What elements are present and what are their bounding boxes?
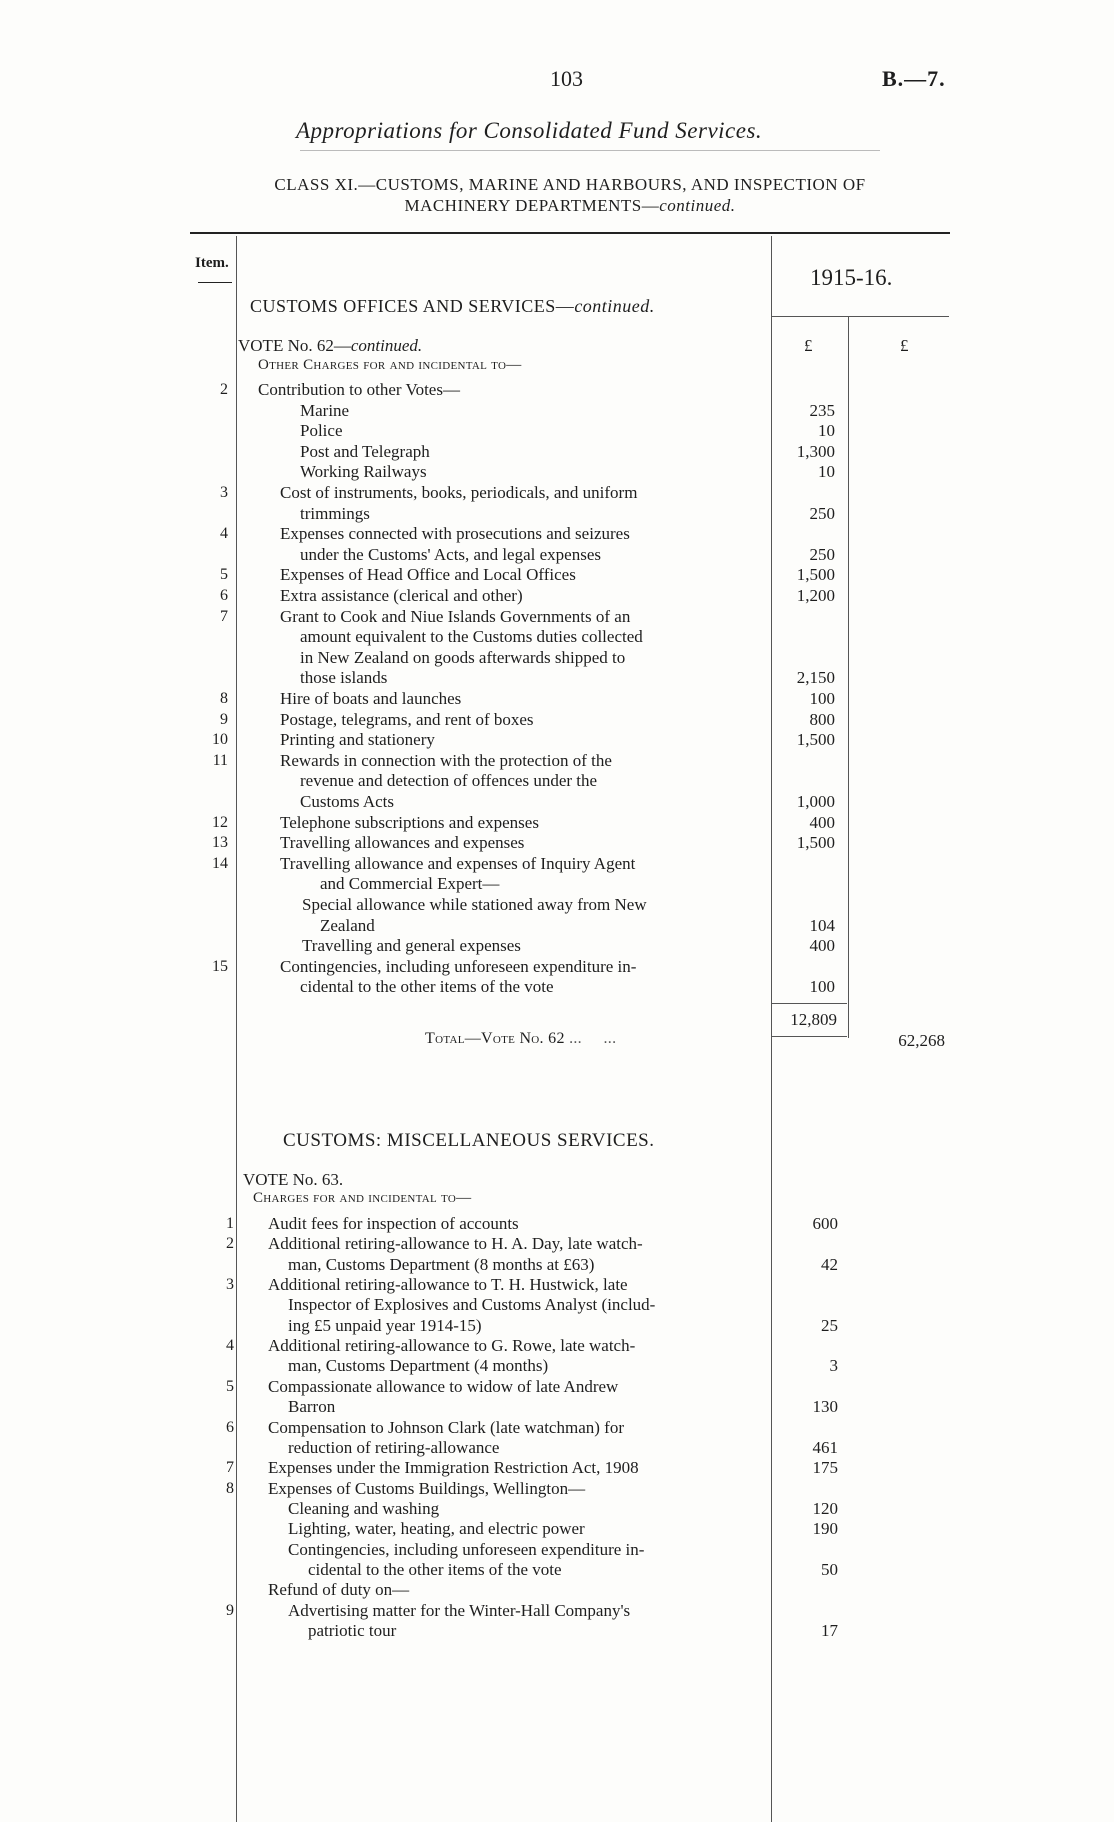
item-description: Travelling allowances and expenses — [280, 833, 525, 853]
class-heading-line2: MACHINERY DEPARTMENTS—continued. — [404, 196, 736, 215]
item-description: man, Customs Department (8 months at £63) — [288, 1254, 595, 1274]
class-heading — [180, 174, 960, 216]
item-number: 5 — [226, 1377, 234, 1395]
item-description: patriotic tour — [308, 1621, 397, 1640]
item-description: Police — [300, 421, 343, 441]
item-description: man, Customs Department (4 months) — [288, 1356, 549, 1376]
item-description: Zealand — [320, 915, 375, 935]
item-description: Audit fees for inspection of accounts — [268, 1214, 519, 1233]
item-description: Customs Acts — [300, 792, 394, 811]
item-number: 3 — [220, 484, 228, 501]
item-description: under the Customs' Acts, and legal expenses — [300, 544, 601, 564]
pound-sign-col2: £ — [900, 336, 909, 355]
item-amount: 17 — [821, 1621, 838, 1640]
item-number: 11 — [212, 751, 228, 769]
item-number: 2 — [220, 381, 228, 398]
section-heading-customs-misc: CUSTOMS: MISCELLANEOUS SERVICES. — [283, 1130, 655, 1151]
item-number: 15 — [212, 957, 228, 975]
item-description: Working Railways — [300, 462, 427, 482]
item-description: Compensation to Johnson Clark (late watchman) for — [268, 1417, 624, 1437]
page-title: Appropriations for Consolidated Fund Services. — [296, 118, 763, 143]
item-description: Postage, telegrams, and rent of boxes — [280, 709, 534, 729]
item-description: Post and Telegraph — [300, 441, 430, 461]
item-description: Contingencies, including unforeseen expenditure in- — [280, 956, 637, 976]
item-amount: 3 — [829, 1356, 838, 1376]
item-amount: 120 — [812, 1498, 838, 1518]
item-amount: 10 — [818, 462, 835, 482]
item-description: Grant to Cook and Niue Islands Governments of an — [280, 606, 631, 626]
year-column-header: 1915-16. — [810, 265, 893, 290]
item-number: 1 — [226, 1215, 234, 1232]
item-description: in New Zealand on goods afterwards shipped to — [300, 647, 626, 667]
item-description: revenue and detection of offences under the — [300, 771, 598, 791]
item-amount: 1,500 — [796, 833, 835, 853]
item-amount: 600 — [812, 1214, 838, 1233]
item-description: ing £5 unpaid year 1914-15) — [288, 1315, 482, 1335]
item-description: cidental to the other items of the vote — [300, 977, 554, 997]
charges-heading-63: Charges for and incidental to— — [253, 1190, 472, 1206]
item-description: those islands — [300, 668, 388, 688]
item-amount: 1,500 — [796, 565, 835, 585]
item-number: 7 — [226, 1459, 234, 1477]
item-description: trimmings — [300, 503, 370, 523]
item-description: cidental to the other items of the vote — [308, 1559, 562, 1579]
document-reference: B.—7. — [882, 66, 946, 91]
item-description: Barron — [288, 1397, 336, 1417]
item-description: Travelling and general expenses — [302, 936, 521, 956]
item-amount: 50 — [821, 1559, 838, 1579]
item-description: Compassionate allowance to widow of late Andrew — [268, 1376, 619, 1396]
item-amount: 10 — [818, 421, 835, 441]
item-description: Additional retiring-allowance to T. H. Hustwick, late — [268, 1275, 628, 1295]
item-number: 7 — [220, 607, 228, 625]
item-number: 4 — [220, 525, 228, 543]
item-amount: 175 — [812, 1458, 838, 1478]
vote-62-total-label: Total—Vote No. 62 ... ... — [425, 1030, 617, 1047]
item-number: 8 — [220, 690, 228, 707]
item-description: Expenses of Head Office and Local Offices — [280, 565, 576, 585]
item-amount: 400 — [809, 812, 835, 832]
item-amount: 1,300 — [796, 441, 835, 461]
item-amount: 1,000 — [796, 792, 835, 811]
item-number: 8 — [226, 1479, 234, 1497]
item-amount: 235 — [809, 400, 835, 420]
item-description: Telephone subscriptions and expenses — [280, 812, 539, 832]
item-amount: 42 — [821, 1254, 838, 1274]
item-description: Refund of duty on— — [268, 1580, 410, 1600]
item-description: Advertising matter for the Winter-Hall Company's — [288, 1600, 631, 1620]
item-description: Cleaning and washing — [288, 1498, 440, 1518]
item-description: Expenses of Customs Buildings, Wellington— — [268, 1478, 586, 1498]
item-description: Cost of instruments, books, periodicals, and uniform — [280, 483, 638, 502]
item-number: 5 — [220, 566, 228, 584]
item-description: Travelling allowance and expenses of Inquiry Agent — [280, 853, 636, 873]
item-amount: 800 — [809, 709, 835, 729]
section-heading-customs-offices: CUSTOMS OFFICES AND SERVICES—continued. — [250, 296, 655, 316]
item-description: amount equivalent to the Customs duties collected — [300, 627, 643, 647]
item-description: and Commercial Expert— — [320, 874, 500, 894]
item-description: Extra assistance (clerical and other) — [280, 586, 523, 605]
item-description: Contribution to other Votes— — [258, 380, 460, 399]
item-number: 4 — [226, 1337, 234, 1355]
item-description: Inspector of Explosives and Customs Analyst (includ- — [288, 1295, 656, 1315]
item-description: Lighting, water, heating, and electric power — [288, 1519, 585, 1539]
item-amount: 2,150 — [796, 668, 835, 688]
pound-sign-col1: £ — [804, 336, 813, 355]
item-amount: 1,500 — [796, 730, 835, 750]
class-heading-line1: CLASS XI.—CUSTOMS, MARINE AND HARBOURS, AND INSPECTION OF — [274, 175, 866, 194]
item-description: Hire of boats and launches — [280, 689, 462, 708]
item-number: 12 — [212, 813, 228, 831]
item-description: Special allowance while stationed away from New — [302, 895, 647, 914]
item-description: Marine — [300, 400, 350, 420]
item-number: 9 — [226, 1601, 234, 1619]
item-description: Contingencies, including unforeseen expenditure in- — [288, 1539, 645, 1559]
item-description: Additional retiring-allowance to G. Rowe, late watch- — [268, 1336, 636, 1356]
item-number: 6 — [226, 1418, 234, 1436]
item-description: Rewards in connection with the protection of the — [280, 750, 612, 770]
item-amount: 190 — [812, 1519, 838, 1539]
item-number: 3 — [226, 1276, 234, 1294]
item-amount: 250 — [809, 544, 835, 564]
item-number: 2 — [226, 1235, 234, 1253]
item-amount: 104 — [809, 915, 835, 935]
page-number: 103 — [550, 66, 583, 91]
item-number: 14 — [212, 854, 228, 872]
item-amount: 130 — [812, 1397, 838, 1417]
item-amount: 1,200 — [796, 586, 835, 605]
item-number: 13 — [212, 834, 228, 852]
vote-62-heading: VOTE No. 62—continued. — [238, 336, 423, 355]
item-amount: 461 — [812, 1437, 838, 1457]
item-number: 10 — [212, 731, 228, 749]
vote-63-heading: VOTE No. 63. — [243, 1170, 344, 1189]
item-amount: 250 — [809, 503, 835, 523]
item-description: reduction of retiring-allowance — [288, 1437, 500, 1457]
item-description: Additional retiring-allowance to H. A. Day, late watch- — [268, 1234, 643, 1254]
item-amount: 400 — [809, 936, 835, 956]
item-amount: 100 — [809, 977, 835, 997]
vote-62-total: 62,268 — [898, 1031, 945, 1050]
item-amount: 25 — [821, 1315, 838, 1335]
item-column-header: Item. — [195, 255, 229, 271]
item-number: 6 — [220, 587, 228, 604]
item-description: Printing and stationery — [280, 730, 435, 750]
item-description: Expenses connected with prosecutions and seizures — [280, 524, 630, 544]
item-description: Expenses under the Immigration Restriction Act, 1908 — [268, 1458, 639, 1478]
item-amount: 100 — [809, 689, 835, 708]
vote-62-subtotal: 12,809 — [790, 1010, 837, 1029]
charges-heading-62: Other Charges for and incidental to— — [258, 357, 522, 373]
item-number: 9 — [220, 710, 228, 728]
